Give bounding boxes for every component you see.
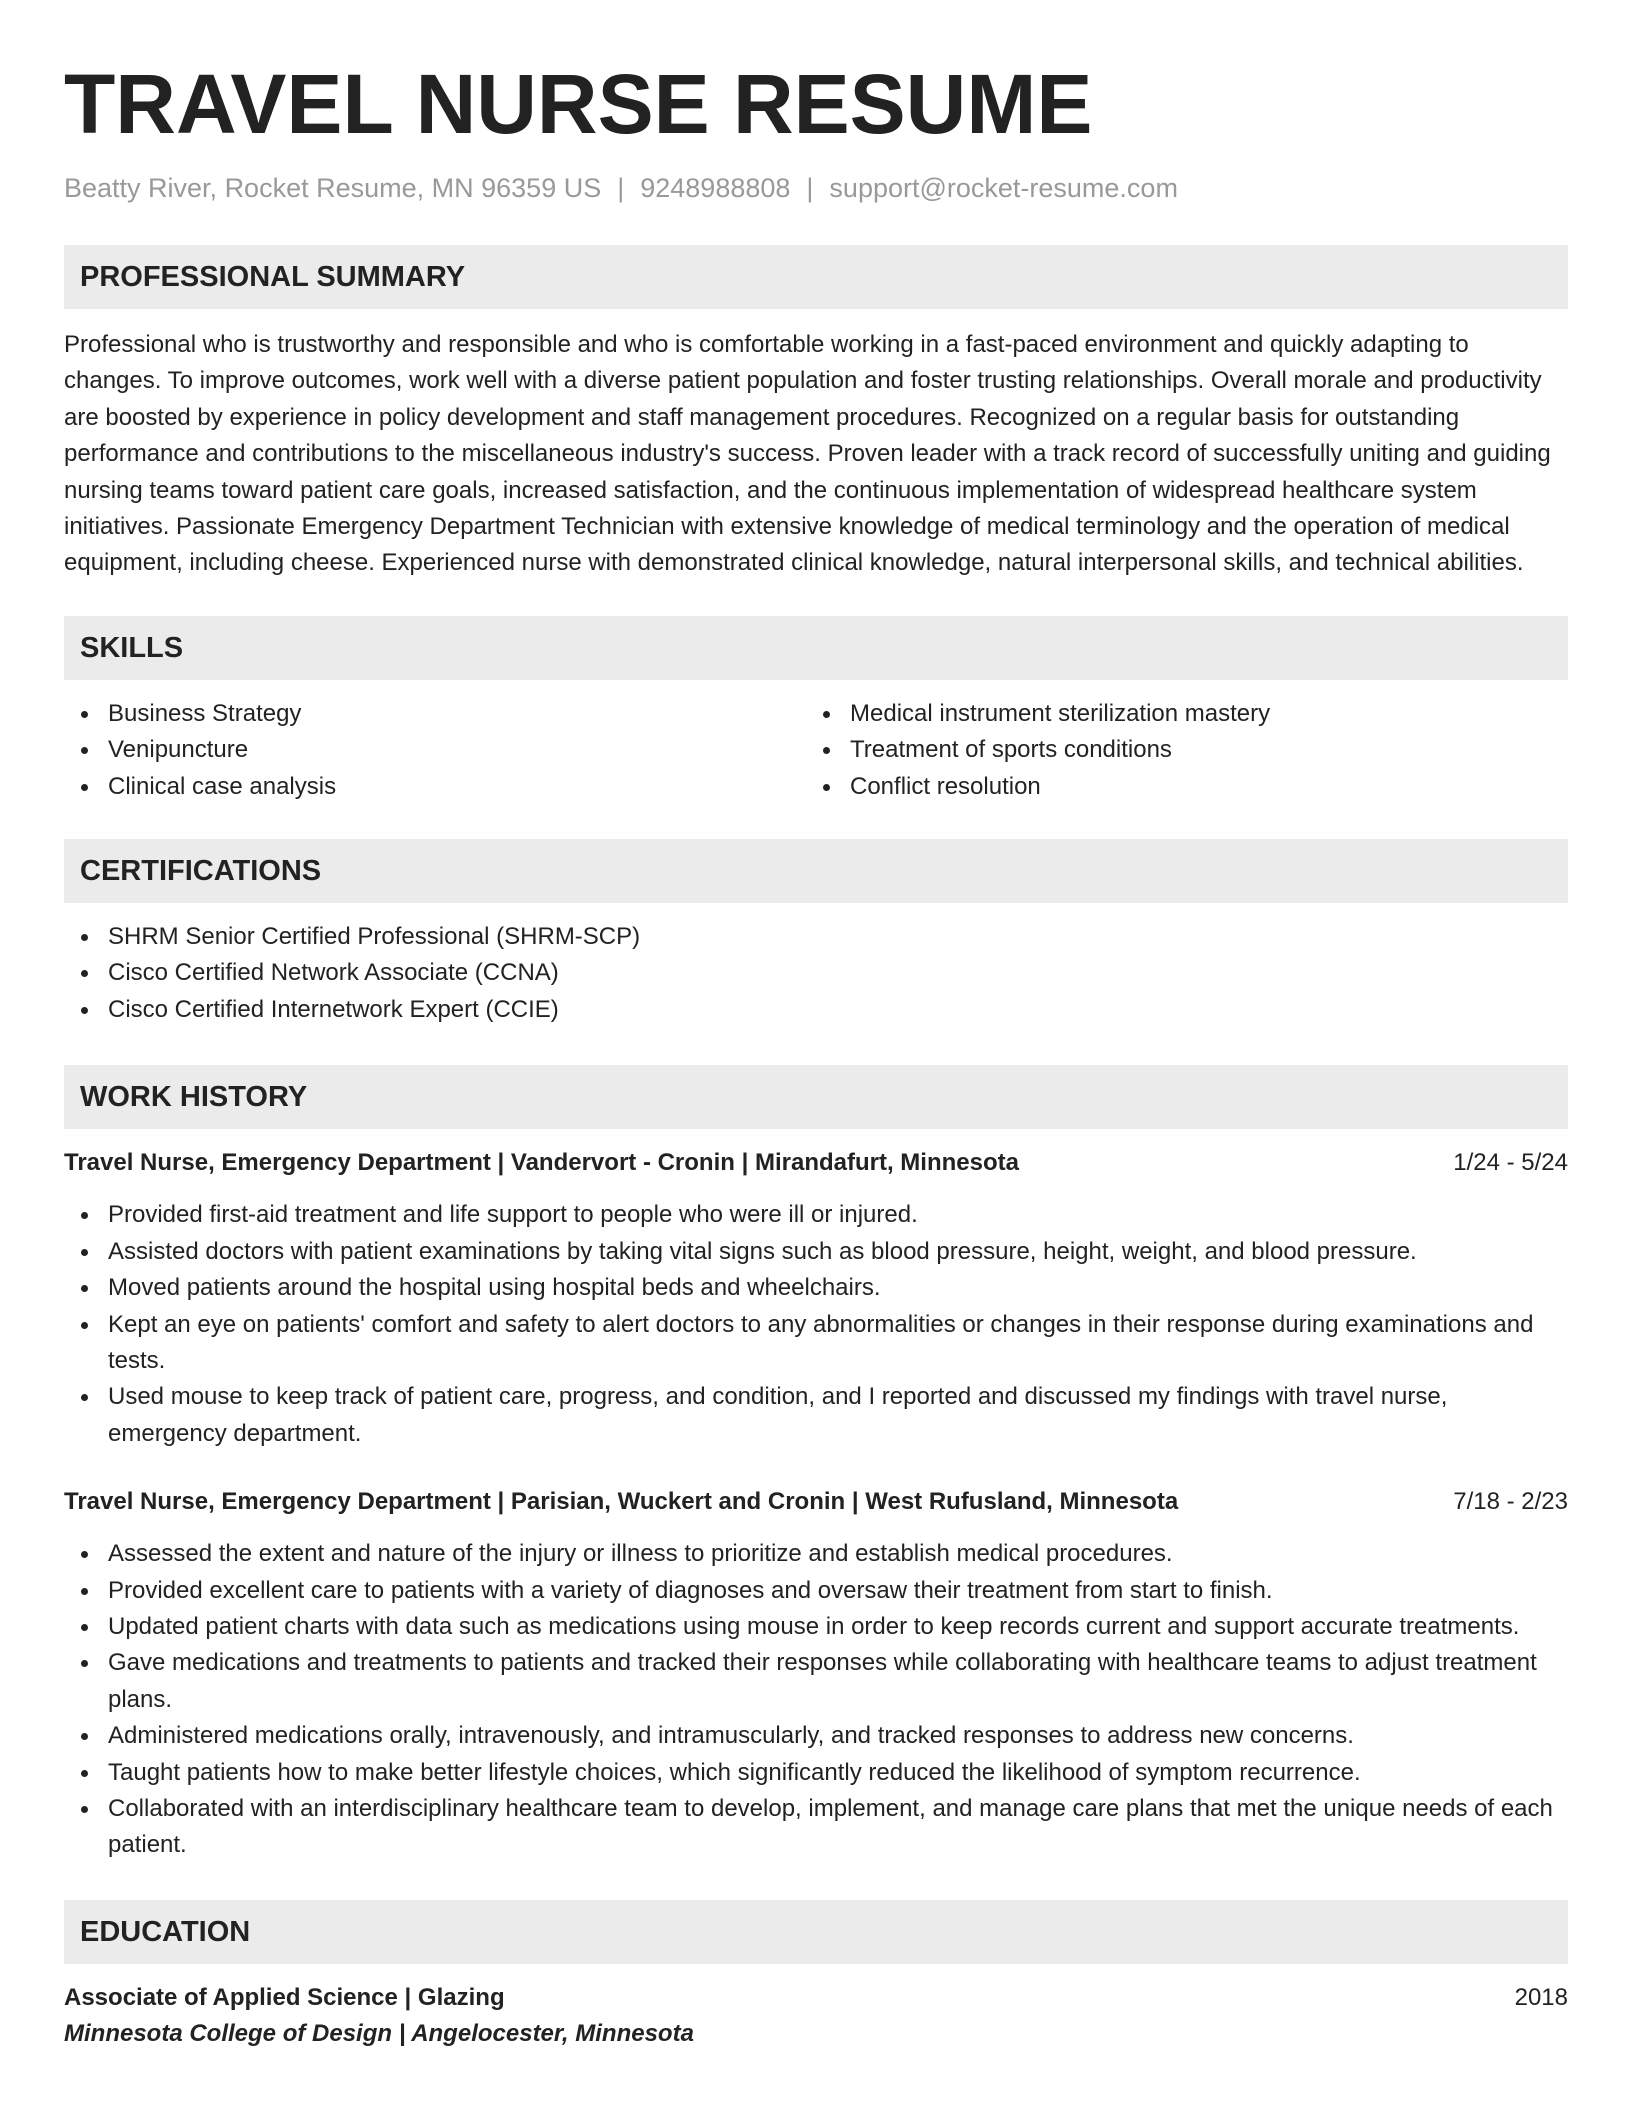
job-bullet: Taught patients how to make better lifestyle choices, which significantly reduced the likelihood of symptom recurrence. (64, 1755, 1568, 1791)
job-title: Travel Nurse, Emergency Department | Vandervort - Cronin | Mirandafurt, Minnesota (64, 1149, 1019, 1177)
resume-title: TRAVEL NURSE RESUME (64, 57, 1093, 151)
education-degree: Associate of Applied Science | Glazing (64, 1983, 505, 2011)
skills-list-left (64, 696, 806, 805)
skill-item: Medical instrument sterilization mastery (806, 696, 1548, 732)
certification-item: SHRM Senior Certified Professional (SHRM-SCP) (64, 919, 1568, 955)
contact-phone: 9248988808 (640, 173, 791, 203)
job-bullet: Updated patient charts with data such as medications using mouse in order to keep records current and support accurate treatments. (64, 1609, 1568, 1645)
job-bullet: Administered medications orally, intravenously, and intramuscularly, and tracked responses to address new concerns. (64, 1718, 1568, 1754)
certification-item: Cisco Certified Network Associate (CCNA) (64, 955, 1568, 991)
section-header-certifications: CERTIFICATIONS (64, 839, 1568, 903)
skill-item: Conflict resolution (806, 769, 1548, 805)
job-bullet: Gave medications and treatments to patients and tracked their responses while collaborating with healthcare teams to adjust treatment plans. (64, 1645, 1568, 1718)
skills-list-right (806, 696, 1548, 805)
education-header (64, 1980, 1568, 2016)
job-header (64, 1484, 1568, 1520)
contact-separator: | (617, 173, 625, 203)
job-bullet: Provided excellent care to patients with a variety of diagnoses and oversaw their treatment from start to finish. (64, 1573, 1568, 1609)
skill-item: Business Strategy (64, 696, 806, 732)
contact-separator: | (806, 173, 814, 203)
education-year: 2018 (1514, 1983, 1568, 2011)
section-header-skills: SKILLS (64, 616, 1568, 680)
job-dates: 1/24 - 5/24 (1453, 1149, 1568, 1177)
contact-line (64, 170, 1568, 206)
job-bullets (64, 1536, 1568, 1864)
skills-grid (64, 696, 1568, 805)
resume-page (64, 56, 1568, 2052)
certifications-list (64, 919, 1568, 1028)
job-bullet: Kept an eye on patients' comfort and safety to alert doctors to any abnormalities or changes in their response during examinations and tests. (64, 1307, 1568, 1380)
job-dates: 7/18 - 2/23 (1453, 1488, 1568, 1516)
job-bullet: Provided first-aid treatment and life support to people who were ill or injured. (64, 1197, 1568, 1233)
job-bullet: Used mouse to keep track of patient care, progress, and condition, and I reported and discussed my findings with travel nurse, emergency department. (64, 1379, 1568, 1452)
skill-item: Clinical case analysis (64, 769, 806, 805)
skill-item: Treatment of sports conditions (806, 732, 1548, 768)
job-bullet: Moved patients around the hospital using hospital beds and wheelchairs. (64, 1270, 1568, 1306)
section-header-summary: PROFESSIONAL SUMMARY (64, 245, 1568, 309)
section-header-work-history: WORK HISTORY (64, 1065, 1568, 1129)
job-title: Travel Nurse, Emergency Department | Parisian, Wuckert and Cronin | West Rufusland, Minnesota (64, 1488, 1179, 1516)
section-header-education: EDUCATION (64, 1900, 1568, 1964)
job-bullet: Assessed the extent and nature of the injury or illness to prioritize and establish medical procedures. (64, 1536, 1568, 1572)
job-bullet: Assisted doctors with patient examinations by taking vital signs such as blood pressure, height, weight, and blood pressure. (64, 1234, 1568, 1270)
job-bullets (64, 1197, 1568, 1452)
contact-email: support@rocket-resume.com (829, 173, 1178, 203)
contact-address: Beatty River, Rocket Resume, MN 96359 US (64, 173, 602, 203)
job-header (64, 1145, 1568, 1181)
skill-item: Venipuncture (64, 732, 806, 768)
education-school: Minnesota College of Design | Angelocester, Minnesota (64, 2019, 694, 2047)
certification-item: Cisco Certified Internetwork Expert (CCIE) (64, 992, 1568, 1028)
summary-text: Professional who is trustworthy and responsible and who is comfortable working in a fast-paced environment and quickly adapting to changes. To improve outcomes, work well with a diverse patient population and foster trusting relationships. Overall morale and productivity are boosted by experience in policy development and staff management procedures. Recognized on a regular basis for outstanding performance and contributions to the miscellaneous industry's success. Proven leader with a track record of successfully uniting and guiding nursing teams toward patient care goals, increased satisfaction, and the continuous implementation of widespread healthcare system initiatives. Passionate Emergency Department Technician with extensive knowledge of medical terminology and the operation of medical equipment, including cheese. Experienced nurse with demonstrated clinical knowledge, natural interpersonal skills, and technical abilities. (64, 331, 1551, 577)
job-bullet: Collaborated with an interdisciplinary healthcare team to develop, implement, and manage care plans that met the unique needs of each patient. (64, 1791, 1568, 1864)
